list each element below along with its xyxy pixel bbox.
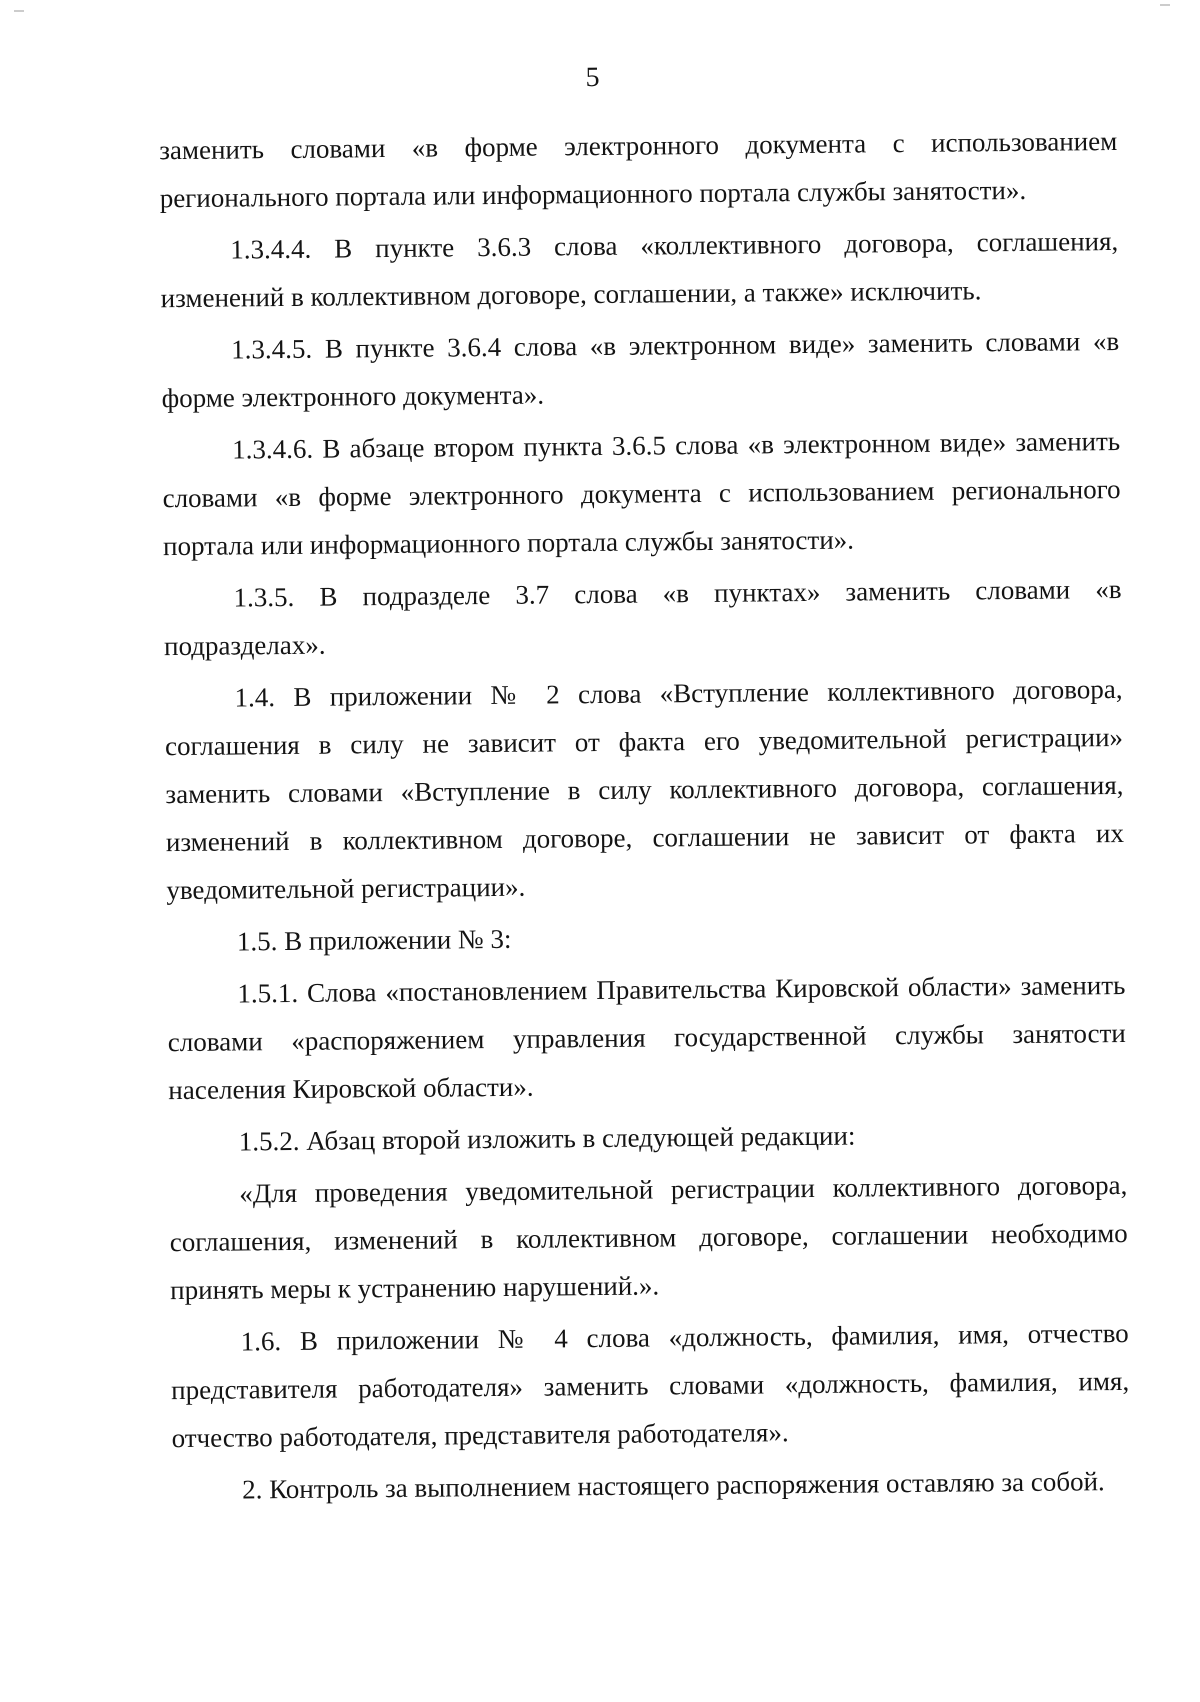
paragraph-1-5-2: 1.5.2. Абзац второй изложить в следующей редакции: (238, 1120, 856, 1157)
paragraph-1-3-4-6: 1.3.4.6. В абзаце втором пункта 3.6.5 слова «в электронном виде» заменить словами «в форме электронного документа с использованием регионального портала или информационного портала службы занятости». (162, 425, 1121, 562)
paragraph-1-3-4-4: 1.3.4.4. В пункте 3.6.3 слова «коллективного договора, соглашения, изменений в коллективном договоре, соглашении, а также» исключить. (160, 225, 1119, 314)
scan-speck (1160, 4, 1170, 6)
paragraph-1-3-4-5: 1.3.4.5. В пункте 3.6.4 слова «в электронном виде» заменить словами «в форме электронного документа». (161, 325, 1120, 414)
paragraph-1-5-1: 1.5.1. Слова «постановлением Правительства Кировской области» заменить словами «распоряжением управления государственной службы занятости населения Кировской области». (167, 969, 1126, 1106)
paragraph-1-6: 1.6. В приложении № 4 слова «должность, фамилия, имя, отчество представителя работодателя» заменить словами «должность, фамилия, имя, отчество работодателя, представителя работодателя». (171, 1317, 1130, 1454)
scan-speck (14, 10, 24, 12)
paragraph-1-3-5: 1.3.5. В подразделе 3.7 слова «в пунктах» заменить словами «в подразделах». (163, 573, 1122, 662)
paragraph-1-5: 1.5. В приложении № 3: (236, 923, 512, 957)
document-body (159, 117, 1130, 1518)
paragraph-continuation: заменить словами «в форме электронного документа с использованием регионального портала или информационного портала службы занятости». (159, 126, 1118, 214)
paragraph-1-5-2-quote: «Для проведения уведомительной регистрации коллективного договора, соглашения, изменений в коллективном договоре, соглашении необходимо принять меры к устранению нарушений.». (169, 1169, 1128, 1306)
paragraph-2: 2. Контроль за выполнением настоящего распоряжения оставляю за собой. (241, 1466, 1105, 1505)
page-number: 5 (585, 61, 600, 94)
paragraph-1-4: 1.4. В приложении № 2 слова «Вступление коллективного договора, соглашения в силу не зависит от факта его уведомительной регистрации» заменить словами «Вступление в силу коллективного договора, соглашения, изменений в коллективном договоре, соглашении не зависит от факта их уведомительной регистрации». (164, 673, 1125, 906)
